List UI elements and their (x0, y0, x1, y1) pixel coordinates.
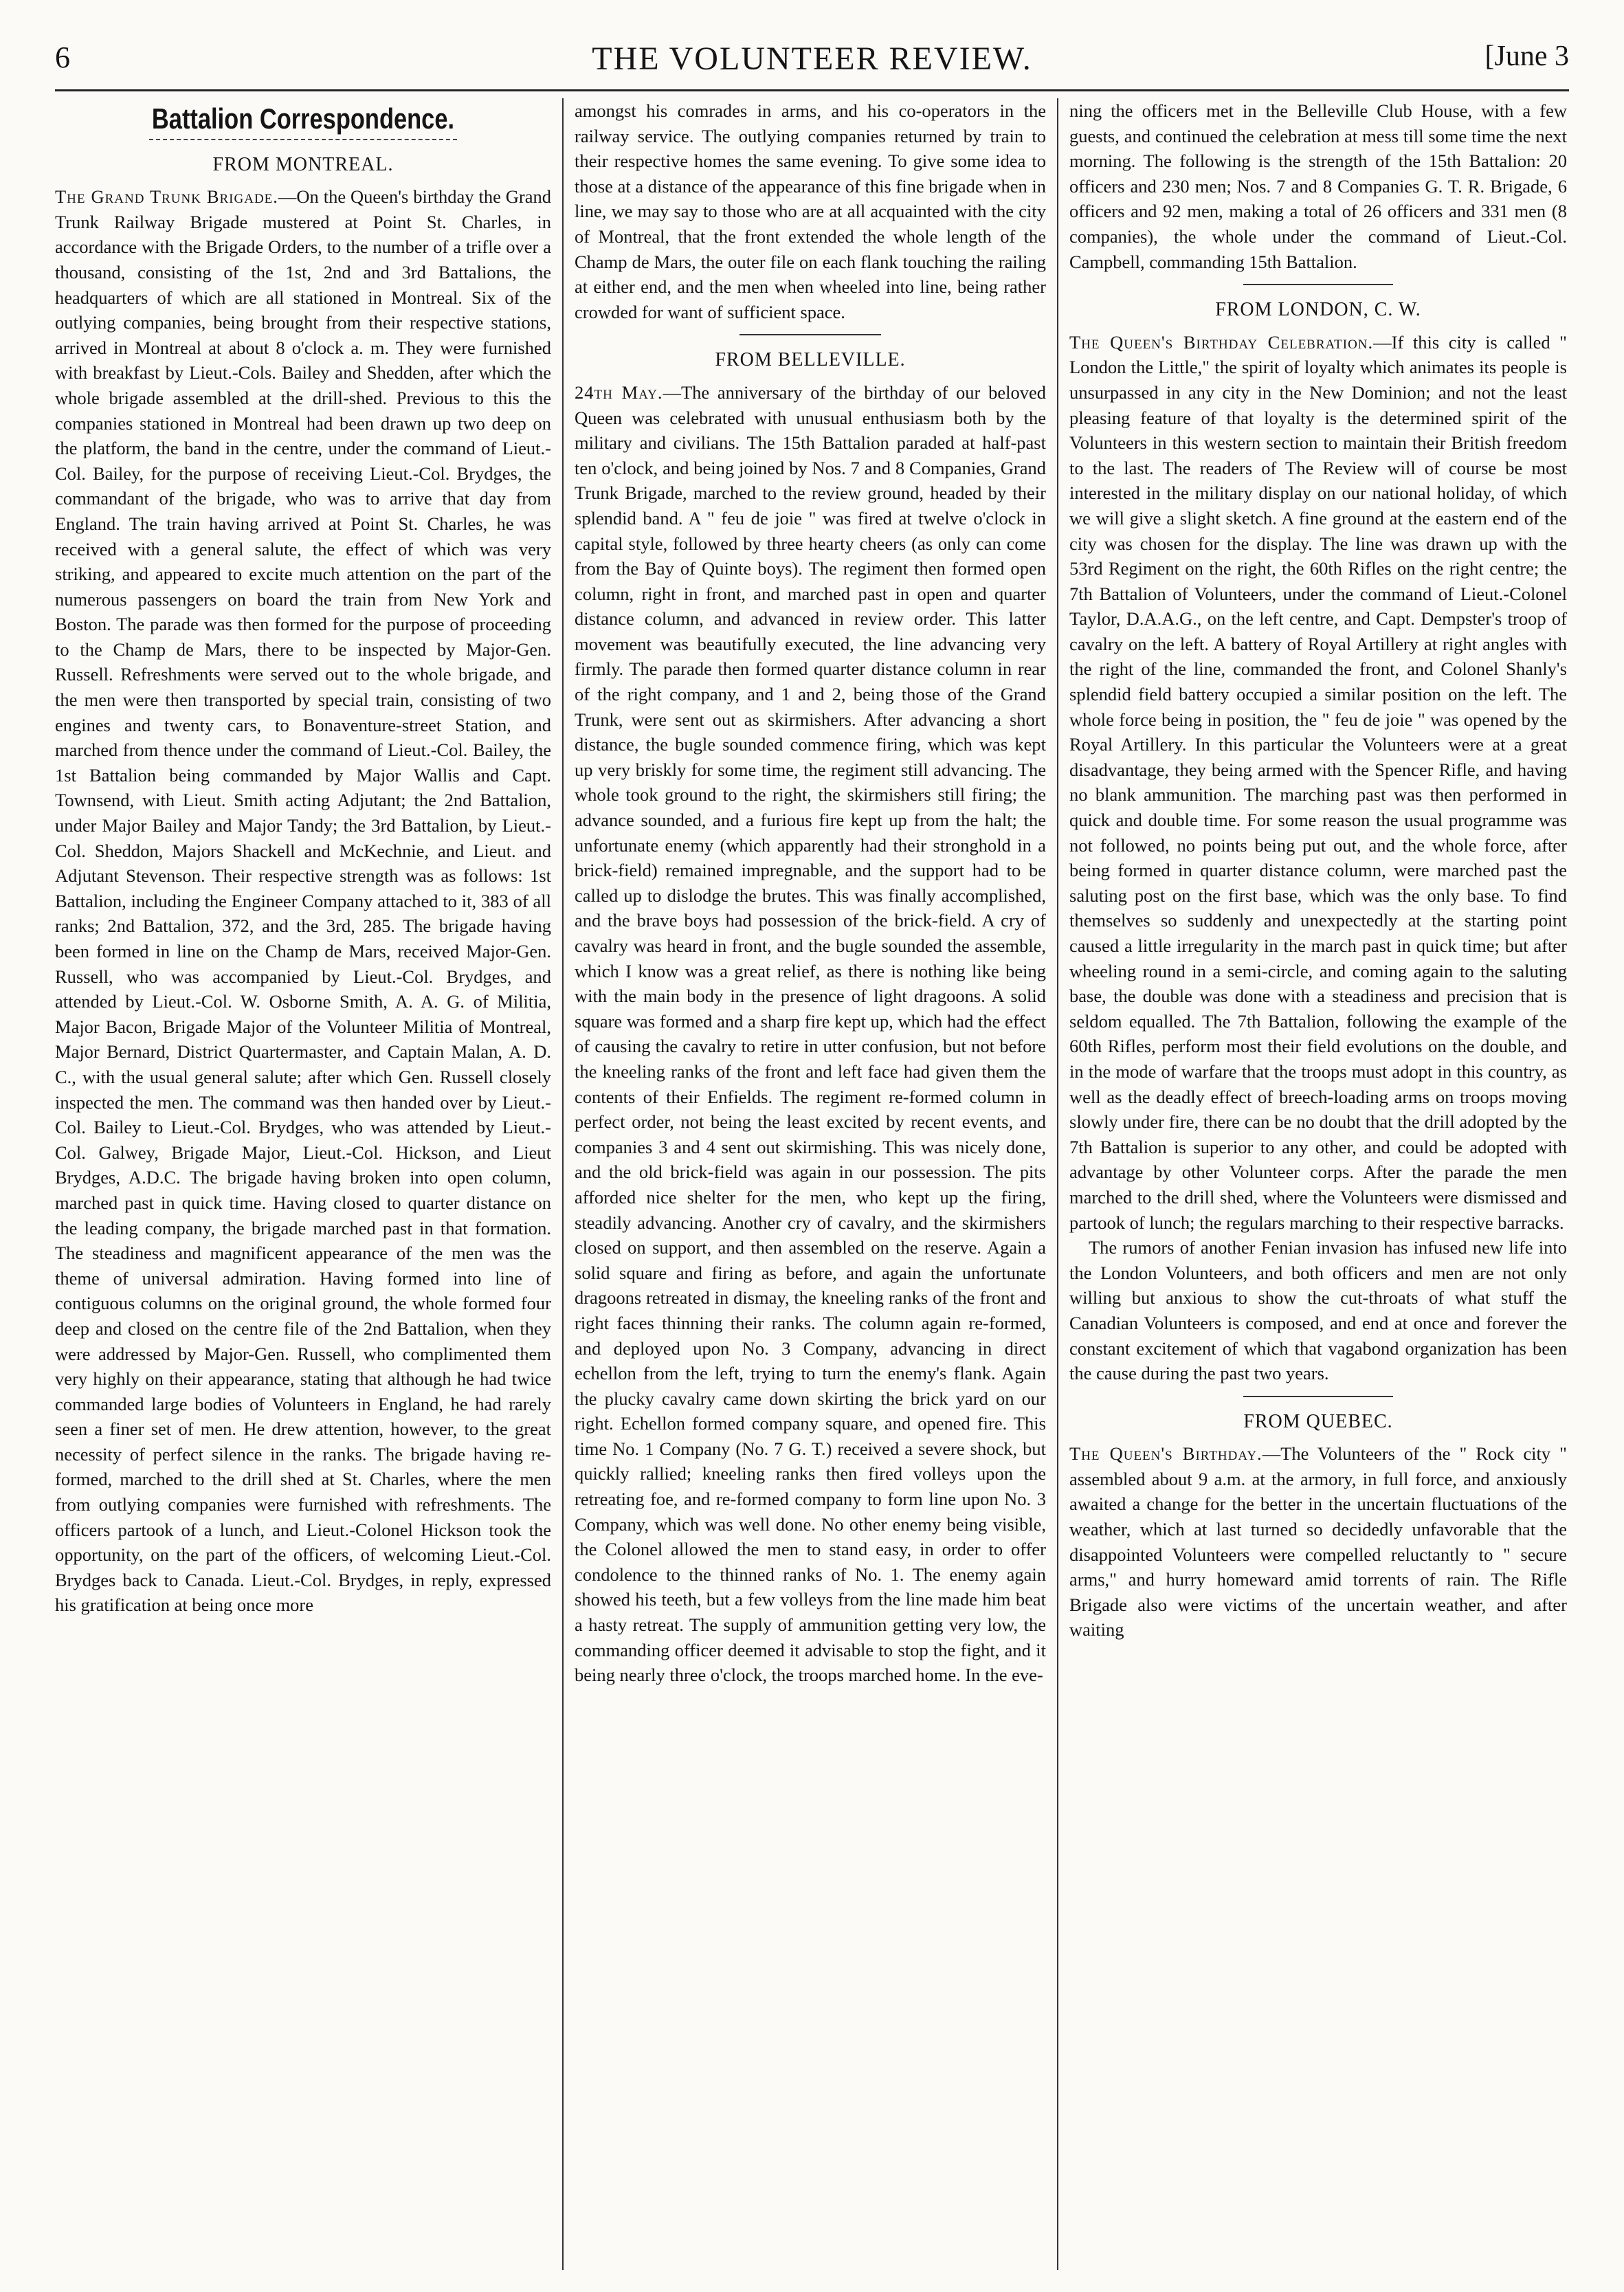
lead-in: 24th May. (575, 381, 663, 403)
lead-in: The Grand Trunk Brigade. (55, 186, 278, 208)
article-paragraph (1069, 1441, 1567, 1643)
paragraph-text: —The Volunteers of the " Rock city " assembled about 9 a.m. at the armory, in full force, and anxiously awaited a change for the better in the uncertain fluctuations of the weather, which at last turned so decidedly unfavorable that the disappointed Volunteers were compelled reluctantly to " secure arms," and hurry homeward amid torrents of rain. The Rifle Brigade also were victims of the uncertain weather, and after waiting (1069, 1443, 1567, 1640)
page-number: 6 (55, 41, 70, 74)
column-2 (564, 98, 1058, 2270)
subheading-montreal: FROM MONTREAL. (212, 153, 394, 175)
article-paragraph: ning the officers met in the Belleville Club House, with a few guests, and continued the celebration at mess till some time the next morning. The following is the strength of the 15th Battalion: 20 officers and 230 men; Nos. 7 and 8 Companies G. T. R. Brigade, 6 officers and 92 men, making a total of 26 officers and 331 men (8 companies), the whole under the command of Lieut.-Col. Campbell, commanding 15th Battalion. (1069, 100, 1567, 272)
header-rule (55, 89, 1569, 91)
heading-divider (149, 139, 457, 140)
article-paragraph: amongst his comrades in arms, and his co-operators in the railway service. The outlying companies returned by train to their respective homes the same evening. To give some idea to those at a distance of the appearance of this fine brigade when in line, we may say to those who are at all acquainted with the city of Montreal, that the front extended the whole length of the Champ de Mars, the outer file on each flank touching the railing at either end, and the men when wheeled into line, being rather crowded for want of sufficient space. (575, 100, 1046, 322)
section-heading: Battalion Correspondence. (151, 102, 455, 135)
article-columns (55, 98, 1569, 2270)
subheading-london: FROM LONDON, C. W. (1215, 299, 1421, 321)
paragraph-text: —The anniversary of the birthday of our beloved Queen was celebrated with unusual enthusiasm both by the military and civilians. The 15th Battalion paraded at half-past ten o'clock, and being joined by Nos. 7 and 8 Companies, Grand Trunk Brigade, marched to the review ground, headed by their splendid band. A " feu de joie " was fired at twelve o'clock in capital style, followed by three hearty cheers (as only can come from the Bay of Quinte boys). The regiment then formed open column, right in front, and marched past in open and quarter distance column, and advanced in review order. This latter movement was beautifully executed, the line advancing very firmly. The parade then formed quarter distance column in rear of the right company, and 1 and 2, being those of the Grand Trunk, were sent out as skirmishers. After advancing a short distance, the bugle sounded commence firing, which was kept up very briskly for some time, the regiment still advancing. The whole took ground to the right, the skirmishers still firing; the advance sounded, and a furious fire kept up from the halt; the unfortunate enemy (which apparently had their stronghold in a brick-field) remained impregnable, and the support had to be called up to dislodge the brutes. This was finally accomplished, and the brave boys had possession of the brick-field. A cry of cavalry was heard in front, and the bugle sounded the assemble, which I know was a great relief, as there is nothing like being with the main body in the presence of light dragoons. A solid square was formed and a sharp fire kept up, which had the effect of causing the cavalry to retire in utter confusion, but not before the kneeling ranks of the front and left face had given them the contents of their Enfields. The regiment re-formed column in perfect order, not being the least excited by recent events, and companies 3 and 4 sent out skirmishing. This was nicely done, and the old brick-field was again in our possession. The pits afforded nice shelter for the men, who kept up the firing, steadily advancing. Another cry of cavalry, and the skirmishers closed on support, and then assembled on the reserve. Again a solid square and firing as before, and again the unfortunate dragoons retreated in dismay, the kneeling ranks of the front and right faces thinning their ranks. The column again re-formed, and deployed upon No. 3 Company, advancing in direct echellon from the left, trying to turn the enemy's flank. Again the plucky cavalry came down skirting the brick yard on our right. Echellon formed company square, and opened fire. This time No. 1 Company (No. 7 G. T.) received a severe shock, but quickly rallied; kneeling ranks then fired volleys upon the retreating foe, and re-formed company to form line upon No. 3 Company, which was well done. No other enemy being visible, the Colonel allowed the men to stand easy, in order to offer condolence to the thinned ranks of No. 1. The enemy again showed his teeth, but a few volleys from the line made him beat a hasty retreat. The supply of ammunition getting very low, the commanding officer deemed it advisable to stop the fight, and it being nearly three o'clock, the troops marched home. In the eve- (575, 381, 1047, 1686)
section-divider (739, 334, 881, 335)
lead-in: The Queen's Birthday Celebration. (1069, 331, 1374, 353)
lead-in: The Queen's Birthday. (1069, 1443, 1263, 1465)
issue-date: [June 3 (1484, 41, 1569, 72)
article-paragraph (575, 380, 1046, 1688)
page-header (55, 40, 1569, 82)
article-paragraph (1069, 330, 1567, 1235)
column-1 (55, 98, 564, 2270)
section-divider (1243, 1396, 1392, 1397)
paragraph-text: —On the Queen's birthday the Grand Trunk Railway Brigade mustered at Point St. Charles, in accordance with the Brigade Orders, to the number of a trifle over a thousand, consisting of the 1st, 2nd and 3rd Battalions, the headquarters of which are all stationed in Montreal. Six of the outlying companies, being brought from their respective stations, arrived in Montreal at about 8 o'clock a. m. They were furnished with breakfast by Lieut.-Cols. Bailey and Shedden, after which the whole brigade assembled at the drill-shed. Previous to this the companies stationed in Montreal had been drawn up two deep on the platform, the band in the centre, under the command of Lieut.-Col. Bailey, for the purpose of receiving Lieut.-Col. Brydges, the commandant of the brigade, who was to arrive that day from England. The train having arrived at Point St. Charles, he was received with a general salute, the effect of which was very striking, and appeared to excite much attention on the part of the numerous passengers on board the train from New York and Boston. The parade was then formed for the purpose of proceeding to the Champ de Mars, there to be inspected by Major-Gen. Russell. Refreshments were served out to the whole brigade, and the men were then transported by special train, consisting of two engines and twenty cars, to Bonaventure-street Station, and marched from thence under the command of Lieut.-Col. Bailey, the 1st Battalion being commanded by Major Wallis and Capt. Townsend, with Lieut. Smith acting Adjutant; the 2nd Battalion, under Major Bailey and Major Tandy; the 3rd Battalion, by Lieut.-Col. Sheddon, Majors Shackell and McKechnie, and Lieut. and Adjutant Stevenson. Their respective strength was as follows: 1st Battalion, including the Engineer Company attached to it, 383 of all ranks; 2nd Battalion, 372, and the 3rd, 285. The brigade having been formed in line on the Champ de Mars, received Major-Gen. Russell, who was accompanied by Lieut.-Col. Brydges, and attended by Lieut.-Col. W. Osborne Smith, A. A. G. of Militia, Major Bacon, Brigade Major of the Volunteer Militia of Montreal, Major Bernard, District Quartermaster, and Captain Malan, A. D. C., with the usual general salute; after which Gen. Russell closely inspected the men. The command was then handed over by Lieut.-Col. Bailey to Lieut.-Col. Brydges, who was attended by Lieut.-Col. Galwey, Brigade Major, Lieut.-Col. Hickson, and Lieut Brydges, A.D.C. The brigade having broken into open column, marched past in quick time. Having closed to quarter distance on the leading company, the brigade marched past in that formation. The steadiness and magnificent appearance of the men was the theme of universal admiration. Having formed into line of contiguous columns on the original ground, the whole formed four deep and closed on the centre file of the 2nd Battalion, when they were addressed by Major-Gen. Russell, who complimented them very highly on their appearance, stating that although he had twice commanded large bodies of Volunteers in England, he had rarely seen a finer set of men. He drew attention, however, to the great necessity of perfect silence in the ranks. The brigade having re-formed, marched to the drill shed at St. Charles, where the men from outlying companies were furnished with refreshments. The officers partook of a lunch, and Lieut.-Colonel Hickson took the opportunity, on the part of the officers, of welcoming Lieut.-Col. Brydges back to Canada. Lieut.-Col. Brydges, in reply, expressed his gratification at being once more (55, 186, 551, 1616)
article-paragraph: The rumors of another Fenian invasion has infused new life into the London Volunteers, and both officers and men are not only willing but anxious to show the cut-throats of what stuff the Canadian Volunteers is composed, and end at once and forever the constant excitement of which that vagabond organization has been the cause during the past two years. (1069, 1237, 1567, 1384)
article-paragraph (55, 184, 551, 1618)
column-3 (1058, 98, 1567, 2270)
subheading-quebec: FROM QUEBEC. (1243, 1410, 1393, 1432)
masthead-title: THE VOLUNTEER REVIEW. (592, 41, 1032, 77)
subheading-belleville: FROM BELLEVILLE. (715, 349, 906, 371)
paragraph-text: —If this city is called " London the Little," the spirit of loyalty which animates its people is unsurpassed in any city in the New Dominion; and not the least pleasing feature of that loyalty is the determined spirit of the Volunteers in this western section to maintain their British freedom to the last. The readers of The Review will of course be most interested in the military display on our national holiday, of which we will give a slight sketch. A fine ground at the eastern end of the city was chosen for the display. The line was drawn up with the 53rd Regiment on the right, the 60th Rifles on the right centre; the 7th Battalion of Volunteers, under the command of Lieut.-Colonel Taylor, D.A.A.G., on the left centre, and Capt. Dempster's troop of cavalry on the left. A battery of Royal Artillery at right angles with the right of the line, commanded the front, and Colonel Shanly's splendid field battery occupied a similar position on the left. The whole force being in position, the " feu de joie " was opened by the Royal Artillery. In this particular the Volunteers were at a great disadvantage, they being armed with the Spencer Rifle, and having no blank ammunition. The marching past was then performed in quick and double time. For some reason the usual programme was not followed, no points being put out, and the whole force, after being formed in quarter distance column, were marched past the saluting post on the first base, which was the only base. To find themselves so suddenly and unexpectedly at the starting point caused a little irregularity in the march past in quick time; but after wheeling round in a semi-circle, and coming again to the saluting base, the double was done with a steadiness and precision that is seldom equalled. The 7th Battalion, following the example of the 60th Rifles, perform most their field evolutions on the double, and in the mode of warfare that the troops must adopt in this country, as well as the deadly effect of breech-loading arms on troops moving slowly under fire, there can be no doubt that the drill adopted by the 7th Battalion is superior to any other, and could be adopted with advantage by other Volunteer corps. After the parade the men marched to the drill shed, where the Volunteers were dismissed and partook of lunch; the regulars marching to their respective barracks. (1069, 331, 1567, 1233)
section-divider (1243, 284, 1392, 285)
